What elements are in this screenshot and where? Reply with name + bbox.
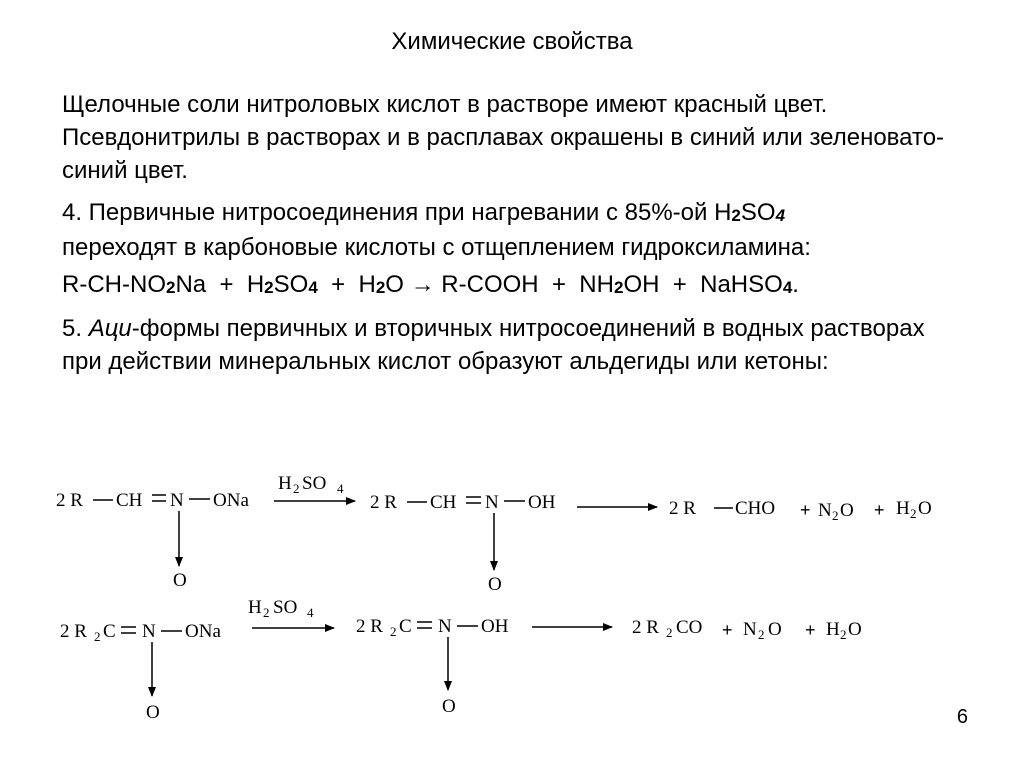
r2p-h2o-h: H	[826, 619, 840, 640]
r2p-n2o-2: 2	[758, 627, 765, 642]
row2-reactant	[60, 621, 221, 723]
r1-n: N	[170, 490, 184, 511]
r2p-h2o-2: 2	[840, 627, 847, 642]
r2-h2so4-h: H	[248, 597, 262, 618]
p2-sub2: 4	[775, 206, 786, 225]
r2i-2r: 2 R	[356, 616, 383, 637]
p3-italic: Аци	[88, 315, 132, 342]
row1-products	[669, 498, 932, 523]
eq-s1: 2	[165, 278, 176, 297]
r2i-n: N	[438, 616, 452, 637]
row2-arrow1	[248, 597, 334, 628]
eq-t2: Na + H	[175, 271, 265, 298]
r2p-co: CO	[676, 617, 703, 638]
r1p-h2o-2: 2	[910, 506, 917, 521]
row2-products	[632, 617, 862, 642]
r2-ona: ONa	[185, 621, 221, 642]
eq-s2: 2	[264, 278, 274, 297]
r1p-cho: CHO	[735, 498, 776, 519]
r2p-plus1: +	[722, 620, 733, 640]
r2-h2so4-2: 2	[263, 605, 270, 620]
page-number: 6	[956, 706, 968, 728]
r1-ch: CH	[116, 490, 143, 511]
r1-h2so4-so: SO	[302, 473, 327, 494]
r2-o: O	[146, 702, 160, 723]
r1p-h2o-h: H	[896, 498, 910, 519]
r2-2r: 2 R	[60, 621, 87, 642]
r2p-n2o-o: O	[768, 619, 782, 640]
eq-s4: 2	[375, 278, 386, 297]
r1i-ch: CH	[430, 492, 457, 513]
eq-t5: O → R-COOH + NH	[385, 271, 614, 298]
r2i-c: C	[399, 616, 412, 637]
eq-s6: 4	[782, 278, 793, 297]
r2-c: C	[103, 621, 116, 642]
equation-hydrolysis	[62, 268, 962, 303]
r1p-n2o-o: O	[840, 500, 854, 521]
r2-h2so4-4: 4	[307, 605, 314, 620]
r2p-plus2: +	[805, 620, 816, 640]
r1p-n2o-n: N	[818, 500, 832, 521]
p2-text: 4. Первичные нитросоединения при нагревании с 85%-ой H	[62, 199, 732, 226]
r1-ona: ONa	[213, 490, 249, 511]
r1p-plus2: +	[874, 500, 885, 520]
eq-s3: 4	[308, 278, 318, 297]
r2p-n2o-n: N	[743, 619, 757, 640]
r1i-oh: OH	[528, 492, 556, 513]
r1i-n: N	[485, 492, 499, 513]
paragraph-primary-nitro	[62, 196, 962, 264]
row1-arrow1	[274, 473, 355, 501]
eq-t6: OH + NaHSO	[623, 271, 783, 298]
p2-tail: переходят в карбоновые кислоты с отщеплением гидроксиламина:	[62, 234, 811, 261]
r1p-h2o-o: O	[918, 498, 932, 519]
paragraph-salts-color: Щелочные соли нитроловых кислот в растворе имеют красный цвет. Псевдонитрилы в растворах и в расплавах окрашены в синий или зеленовато-синий цвет.	[62, 91, 945, 184]
eq-t7: .	[792, 271, 799, 298]
r2i-oh: OH	[481, 616, 509, 637]
eq-s5: 2	[613, 278, 624, 297]
paragraph-aci-forms	[62, 312, 962, 378]
eq-t3: SO	[273, 271, 309, 298]
r2i-o: O	[442, 696, 456, 717]
r2-h2so4-so: SO	[273, 597, 298, 618]
slide-title: Химические свойства	[391, 28, 633, 55]
p3-text: -формы первичных и вторичных нитросоединений в водных растворах при действии минеральных кислот образуют альдегиды или кетоны:	[62, 315, 925, 375]
r2p-h2o-o: O	[848, 619, 862, 640]
r1-h2so4-h: H	[278, 473, 292, 494]
row1-intermediate	[370, 492, 556, 595]
p3-num: 5.	[62, 315, 89, 342]
r1p-2r: 2 R	[669, 498, 696, 519]
r2-n: N	[142, 621, 156, 642]
p2-sub1: 2	[731, 206, 741, 225]
r2-2: 2	[94, 629, 101, 644]
row1-reactant	[56, 490, 249, 591]
eq-t1: R-CH-NO	[62, 271, 166, 298]
r2p-2r: 2 R	[632, 617, 659, 638]
r1-h2so4-4: 4	[337, 481, 344, 496]
r1i-2r: 2 R	[370, 492, 397, 513]
r2i-2: 2	[390, 624, 397, 639]
r1-h2so4-2: 2	[293, 481, 300, 496]
r1-2r: 2 R	[56, 490, 83, 511]
r1i-o: O	[488, 574, 502, 595]
r1-o: O	[173, 570, 187, 591]
row2-intermediate	[356, 616, 509, 717]
r1p-plus1: +	[800, 500, 811, 520]
eq-t4: + H	[317, 271, 376, 298]
r1p-n2o-2: 2	[832, 508, 839, 523]
r2p-2: 2	[666, 625, 673, 640]
p2-mid: SO	[740, 199, 776, 226]
